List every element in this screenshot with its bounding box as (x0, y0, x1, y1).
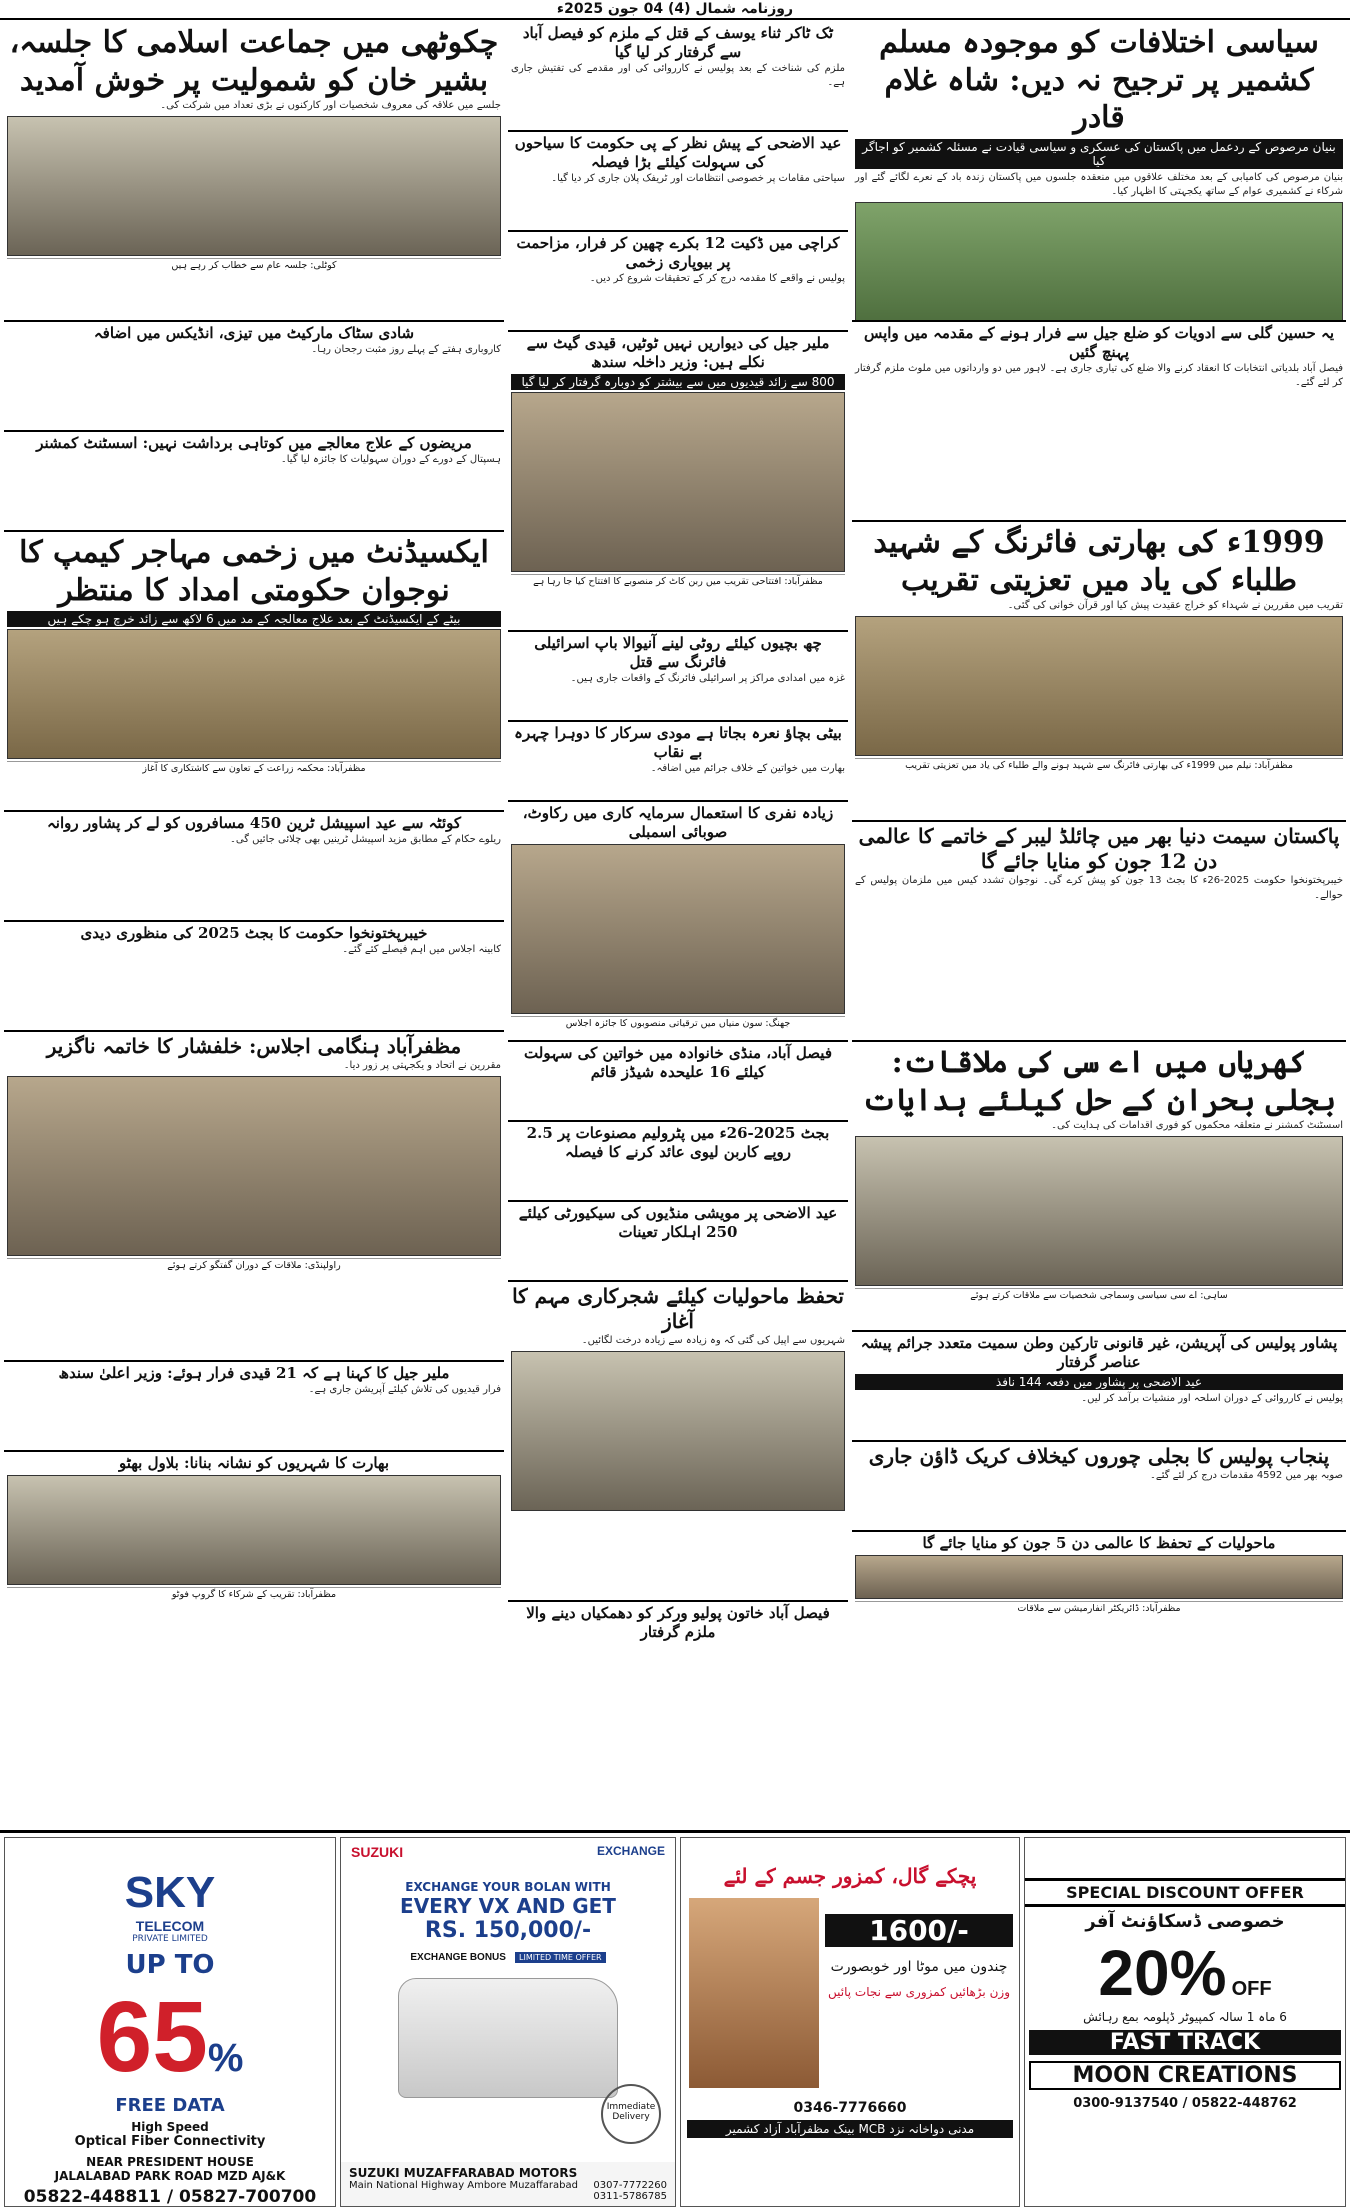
photo-caption: کوٹلی: جلسہ عام سے خطاب کر رہے ہیں (7, 258, 501, 273)
price: 1600/- (825, 1914, 1013, 1947)
headline: پنجاب پولیس کا بجلی چوروں کیخلاف کریک ڈاؤن جاری (868, 1444, 1330, 1468)
story (508, 632, 848, 722)
story (852, 1532, 1346, 1618)
story (508, 132, 848, 232)
news-photo (7, 1076, 501, 1256)
headline: چھ بچیوں کیلئے روٹی لینے آنیوالا باپ اسرائیلی فائرنگ سے قتل (534, 634, 822, 671)
headline: بجٹ 2025-26ء میں پٹرولیم مصنوعات پر 2.5 روپے کاربن لیوی عائد کرنے کا فیصلہ (526, 1124, 830, 1161)
news-photo (7, 116, 501, 256)
headline: چکوٹھی میں جماعت اسلامی کا جلسہ، بشیر خان کو شمولیت پر خوش آمدید (9, 25, 499, 98)
headline: ایکسیڈنٹ میں زخمی مہاجر کیمپ کا نوجوان حکومتی امداد کا منتظر (19, 535, 489, 608)
news-photo (511, 1351, 845, 1511)
discount-value: 65 (96, 1981, 208, 2093)
moon-creations-name: MOON CREATIONS (1029, 2061, 1341, 2090)
ad-suzuki[interactable] (340, 1837, 676, 2207)
subheadline: 800 سے زائد قیدیوں میں سے بیشتر کو دوبارہ گرفتار کر لیا گیا (511, 374, 845, 390)
news-photo (7, 1475, 501, 1585)
story (4, 322, 504, 432)
photo-caption: جھنگ: سون منیاں میں ترقیاتی منصوبوں کا جائزہ اجلاس (511, 1016, 845, 1031)
headline: ملیر جیل کا کہنا ہے کہ 21 قیدی فرار ہوئے: وزیر اعلیٰ سندھ (58, 1364, 450, 1382)
story-body: بنیان مرصوص کی کامیابی کے بعد مختلف علاقوں میں منعقدہ جلسوں میں پاکستان زندہ باد کے نعرے لگائے گئے اور شرکاء نے کشمیری عوام کے ساتھ یکجہتی کا اظہار کیا۔ (855, 171, 1343, 197)
story (852, 1332, 1346, 1442)
news-photo (7, 629, 501, 759)
upto-label: UP TO (125, 1950, 215, 1980)
story-body: جلسے میں علاقہ کی معروف شخصیات اور کارکنوں نے بڑی تعداد میں شرکت کی۔ (160, 100, 501, 111)
headline: ماحولیات کے تحفظ کا عالمی دن 5 جون کو منایا جائے گا (922, 1534, 1276, 1552)
headline: پشاور پولیس کی آپریشن، غیر قانونی تارکین وطن سمیت متعدد جرائم پیشہ عناصر گرفتار (860, 1334, 1338, 1371)
sky-private-label: PRIVATE LIMITED (132, 1934, 208, 1944)
phone-numbers[interactable]: 05822-448811 / 05827-700700 (23, 2187, 317, 2207)
news-photo (855, 1136, 1343, 1286)
story-body: بھارت میں خواتین کے خلاف جرائم میں اضافہ۔ (650, 762, 845, 774)
photo-caption: مظفرآباد: افتتاحی تقریب میں ربن کاٹ کر منصوبے کا افتتاح کیا جا رہا ہے (511, 574, 845, 589)
moon-phones[interactable]: 0300-9137540 / 05822-448762 (1073, 2096, 1297, 2111)
story-body: پولیس نے واقعے کا مقدمہ درج کر کے تحقیقات شروع کر دیں۔ (589, 272, 845, 284)
story (508, 1202, 848, 1282)
benefit-line-1: چندون میں موٹا اور خوبصورت (830, 1959, 1008, 1975)
speed-line: High Speed (131, 2120, 209, 2134)
story-body: فیصل آباد بلدیاتی انتخابات کا انعقاد کرنے والا ضلع کی تیاری جاری ہے۔ لاہور میں دو وارداتوں میں ملوث ملزم گرفتار کر لئے گئے۔ (855, 362, 1343, 388)
exchange-bonus: EXCHANGE BONUS (410, 1952, 506, 1963)
story-body: ریلوے حکام کے مطابق مزید اسپیشل ٹرینیں بھی چلائی جائیں گی۔ (230, 833, 501, 845)
story-body: ملزم کی شناخت کے بعد پولیس نے کارروائی کی اور مقدمے کی تفتیش جاری ہے۔ (511, 62, 845, 88)
news-photo (855, 616, 1343, 756)
headline: فیصل آباد خاتون پولیو ورکر کو دھمکیاں دینے والا ملزم گرفتار (526, 1604, 830, 1641)
headline: فیصل آباد، منڈی خانوادہ میں خواتین کی سہولت کیلئے 16 علیحدہ شیڈز قائم (524, 1044, 832, 1081)
address-line-2: JALALABAD PARK ROAD MZD AJ&K (54, 2169, 286, 2183)
fiber-line: Optical Fiber Connectivity (74, 2134, 266, 2149)
model-image (689, 1898, 819, 2088)
story (4, 532, 504, 812)
story (508, 1602, 848, 1682)
story-body: شہریوں سے اپیل کی گئی کہ وہ زیادہ سے زیادہ درخت لگائیں۔ (581, 1335, 845, 1346)
ad-health[interactable] (680, 1837, 1020, 2207)
story (508, 332, 848, 632)
sky-logo: SKY (124, 1868, 216, 1917)
special-discount: SPECIAL DISCOUNT OFFER (1025, 1878, 1345, 1907)
story-body: ہسپتال کے دورے کے دوران سہولیات کا جائزہ لیا گیا۔ (280, 453, 501, 465)
story-body: تقریب میں مقررین نے شہداء کو خراج عقیدت پیش کیا اور قرآن خوانی کی گئی۔ (1007, 600, 1343, 611)
column-middle (508, 22, 848, 1822)
promo-line-1: EXCHANGE YOUR BOLAN WITH (405, 1880, 611, 1894)
news-photo (855, 202, 1343, 323)
story-body: کابینہ اجلاس میں اہم فیصلے کئے گئے۔ (342, 943, 501, 955)
photo-caption: مظفرآباد: ڈائریکٹر انفارمیشن سے ملاقات (855, 1601, 1343, 1616)
story (4, 812, 504, 922)
story (508, 1282, 848, 1602)
story-body: مقررین نے اتحاد و یکجہتی پر زور دیا۔ (343, 1060, 501, 1071)
story (508, 1042, 848, 1122)
column-left (4, 22, 504, 1822)
address-line-1: NEAR PRESIDENT HOUSE (86, 2155, 254, 2169)
photo-caption: مظفرآباد: نیلم میں 1999ء کی بھارتی فائرنگ سے شہید ہونے والے طلباء کی یاد میں تعزیتی تقریب (855, 758, 1343, 773)
news-photo (855, 1555, 1343, 1599)
subheadline: بنیان مرصوص کے ردعمل میں پاکستان کی عسکری و سیاسی قیادت نے مسئلہ کشمیر کو اجاگر کیا (855, 139, 1343, 169)
story (852, 522, 1346, 822)
course-line: 6 ماہ 1 سالہ کمپیوٹر ڈپلومہ بمع رہائش (1083, 2010, 1287, 2024)
van-image (398, 1978, 618, 2098)
health-phone[interactable]: 0346-7776660 (793, 2100, 907, 2116)
headline: خیبرپختونخوا حکومت کا بجٹ 2025 کی منظوری دیدی (80, 924, 428, 942)
story (4, 1362, 504, 1452)
story-body: اسسٹنٹ کمشنر نے متعلقہ محکموں کو فوری اقدامات کی ہدایت کی۔ (1051, 1120, 1343, 1131)
story (852, 322, 1346, 522)
headline: بیٹی بچاؤ نعرہ بجاتا ہے مودی سرکار کا دوہرا چہرہ بے نقاب (514, 724, 842, 761)
headline: کراچی میں ڈکیت 12 بکرے چھین کر فرار، مزاحمت پر بیوپاری زخمی (516, 234, 840, 271)
story (852, 22, 1346, 322)
photo-caption: ساہی: اے سی سیاسی وسماجی شخصیات سے ملاقات کرتے ہوئے (855, 1288, 1343, 1303)
suzuki-logo: SUZUKI (351, 1844, 404, 1860)
story (852, 1442, 1346, 1532)
story (508, 22, 848, 132)
story (508, 722, 848, 802)
exchange-logo: EXCHANGE (596, 1844, 665, 1858)
promo-amount: RS. 150,000/- (424, 1918, 592, 1943)
story (4, 432, 504, 532)
free-data-label: FREE DATA (115, 2095, 225, 2116)
headline: کوئٹہ سے عید اسپیشل ٹرین 450 مسافروں کو لے کر پشاور روانہ (46, 814, 462, 832)
health-headline: پچکے گال، کمزور جسم کے لئے (723, 1864, 977, 1888)
headline: عید الاضحی کے پیش نظر کے پی حکومت کا سیاحوں کی سہولت کیلئے بڑا فیصلہ (514, 134, 842, 171)
sky-telecom-label: TELECOM (135, 1918, 205, 1934)
story (4, 1452, 504, 1618)
ad-sky-telecom[interactable] (4, 1837, 336, 2207)
benefit-line-2: وزن بڑھائیں کمزوری سے نجات پائیں (828, 1985, 1010, 1999)
story-body: صوبہ بھر میں 4592 مقدمات درج کر لئے گئے۔ (1150, 1470, 1343, 1481)
dealer-phone-2[interactable]: 0311-5786785 (593, 2191, 667, 2202)
dealer-name: SUZUKI MUZAFFARABAD MOTORS (349, 2166, 578, 2180)
story-body: سیاحتی مقامات پر خصوصی انتظامات اور ٹریفک پلان جاری کر دیا گیا۔ (551, 172, 845, 184)
promo-line-2: EVERY VX AND GET (400, 1894, 616, 1918)
headline: تحفظ ماحولیات کیلئے شجرکاری مہم کا آغاز (512, 1284, 844, 1333)
story (508, 1122, 848, 1202)
off-label: OFF (1231, 1978, 1272, 2000)
health-address: مدنی دواخانہ نزد MCB بینک مظفرآباد آزاد کشمیر (687, 2120, 1013, 2138)
headline: پاکستان سیمت دنیا بھر میں چائلڈ لیبر کے خاتمے کا عالمی دن 12 جون کو منایا جائے گا (858, 824, 1340, 873)
story (508, 802, 848, 1042)
ad-strip (0, 1830, 1350, 2208)
story (852, 822, 1346, 1042)
dealer-phone-1[interactable]: 0307-7772260 (593, 2180, 667, 2191)
photo-caption: راولپنڈی: ملاقات کے دوران گفتگو کرتے ہوئے (7, 1258, 501, 1273)
photo-caption: مظفرآباد: محکمہ زراعت کے تعاون سے کاشتکاری کا آغاز (7, 761, 501, 776)
story-body: فرار قیدیوں کی تلاش کیلئے آپریشن جاری ہے۔ (308, 1383, 501, 1395)
headline: عید الاضحی پر مویشی منڈیوں کی سیکیورٹی کیلئے 250 اہلکار تعینات (518, 1204, 838, 1241)
headline: مریضوں کے علاج معالجے میں کوتاہی برداشت نہیں: اسسٹنٹ کمشنر (36, 434, 472, 452)
masthead: روزنامہ شمال (4) 04 جون 2025ء (0, 0, 1350, 20)
story (4, 22, 504, 322)
story (852, 1042, 1346, 1332)
headline: بھارت کا شہریوں کو نشانہ بنانا: بلاول بھٹو (118, 1454, 390, 1472)
headline: کھریاں میں اے سی کی ملاقات: بجلی بحران کے حل کیلئے ہدایات (861, 1045, 1337, 1118)
dealer-address: Main National Highway Ambore Muzaffarabad (349, 2180, 578, 2191)
story-body: کاروباری ہفتے کے پہلے روز مثبت رجحان رہا۔ (311, 343, 501, 355)
discount-percent: 20% (1098, 1937, 1227, 2009)
ad-moon-creations[interactable] (1024, 1837, 1346, 2207)
fast-track: FAST TRACK (1029, 2030, 1341, 2055)
headline: ملیر جیل کی دیواریں نہیں ٹوٹیں، قیدی گیٹ سے نکلے ہیں: وزیر داخلہ سندھ (526, 334, 830, 371)
headline: مظفرآباد ہنگامی اجلاس: خلفشار کا خاتمہ ناگزیر (46, 1034, 462, 1058)
percent-sign: % (207, 2036, 244, 2080)
story (4, 1032, 504, 1362)
headline: سیاسی اختلافات کو موجودہ مسلم کشمیر پر ترجیح نہ دیں: شاہ غلام قادر (879, 25, 1319, 135)
news-photo (511, 844, 845, 1014)
subheadline: بیٹے کے ایکسیڈنٹ کے بعد علاج معالجہ کے مد میں 6 لاکھ سے زائد خرچ ہو چکے ہیں (7, 611, 501, 627)
story (508, 232, 848, 332)
special-discount-urdu: خصوصی ڈسکاؤنٹ آفر (1085, 1911, 1285, 1932)
side-headline: عید الاضحی پر پشاور میں دفعہ 144 نافذ (855, 1374, 1343, 1390)
immediate-delivery-badge: Immediate Delivery (601, 2084, 661, 2144)
story-body: خیبرپختونخوا حکومت 2025-26ء کا بجٹ 13 جون کو پیش کرے گی۔ نوجوان تشدد کیس میں ملزمان پولیس کے حوالے۔ (855, 875, 1344, 901)
headline: ٹک ٹاکر ثناء یوسف کے قتل کے ملزم کو فیصل آباد سے گرفتار کر لیا گیا (522, 24, 834, 61)
limited-offer: LIMITED TIME OFFER (515, 1952, 606, 1963)
photo-caption: مظفرآباد: تقریب کے شرکاء کا گروپ فوٹو (7, 1587, 501, 1602)
headline: شادی سٹاک مارکیٹ میں تیزی، انڈیکس میں اضافہ (93, 324, 415, 342)
column-right (852, 22, 1346, 1822)
headline: یہ حسین گلی سے ادویات کو ضلع جیل سے فرار ہونے کے مقدمہ میں واپس پہنچ گئیں (864, 324, 1334, 361)
headline: زیادہ نفری کا استعمال سرمایہ کاری میں رکاوٹ، صوبائی اسمبلی (522, 804, 834, 841)
story-body: غزہ میں امدادی مراکز پر اسرائیلی فائرنگ کے واقعات جاری ہیں۔ (570, 672, 845, 684)
news-photo (511, 392, 845, 572)
story-body: پولیس نے کارروائی کے دوران اسلحہ اور منشیات برآمد کر لیں۔ (1081, 1392, 1343, 1404)
story (4, 922, 504, 1032)
headline: 1999ء کی بھارتی فائرنگ کے شہید طلباء کی یاد میں تعزیتی تقریب (873, 525, 1325, 598)
